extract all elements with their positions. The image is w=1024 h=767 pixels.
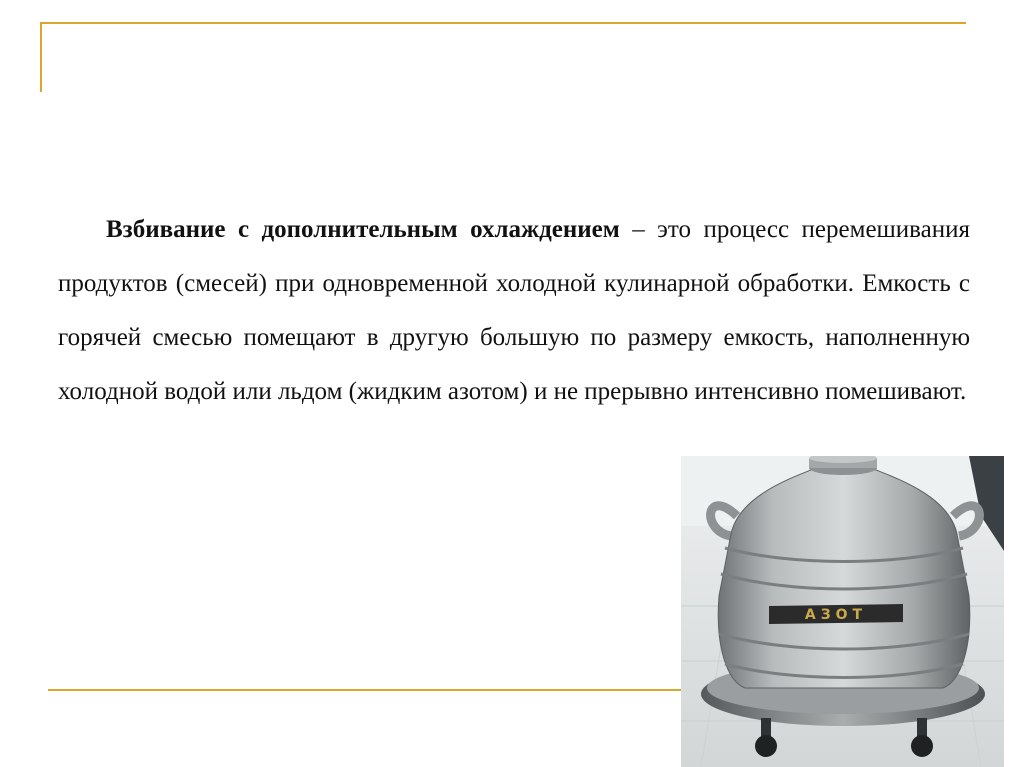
definition-text: – это процесс перемешивания продуктов (смесей) при одновременной холодной кулинарной обработки. Емкость с горячей смесью помещают в другую большую по размеру емкость, наполненную холодной водой или льдом (жидким азотом) и не прерывно интенсивно помешивают. [58,216,970,405]
tank-label-text: АЗОТ [804,607,868,623]
bottom-accent-line [48,689,688,691]
nitrogen-tank-photo [681,456,1004,767]
definition-paragraph [58,203,970,419]
term-bold: Взбивание с дополнительным охлаждением [106,216,620,243]
left-accent-line [40,22,42,92]
top-accent-line [40,22,966,24]
